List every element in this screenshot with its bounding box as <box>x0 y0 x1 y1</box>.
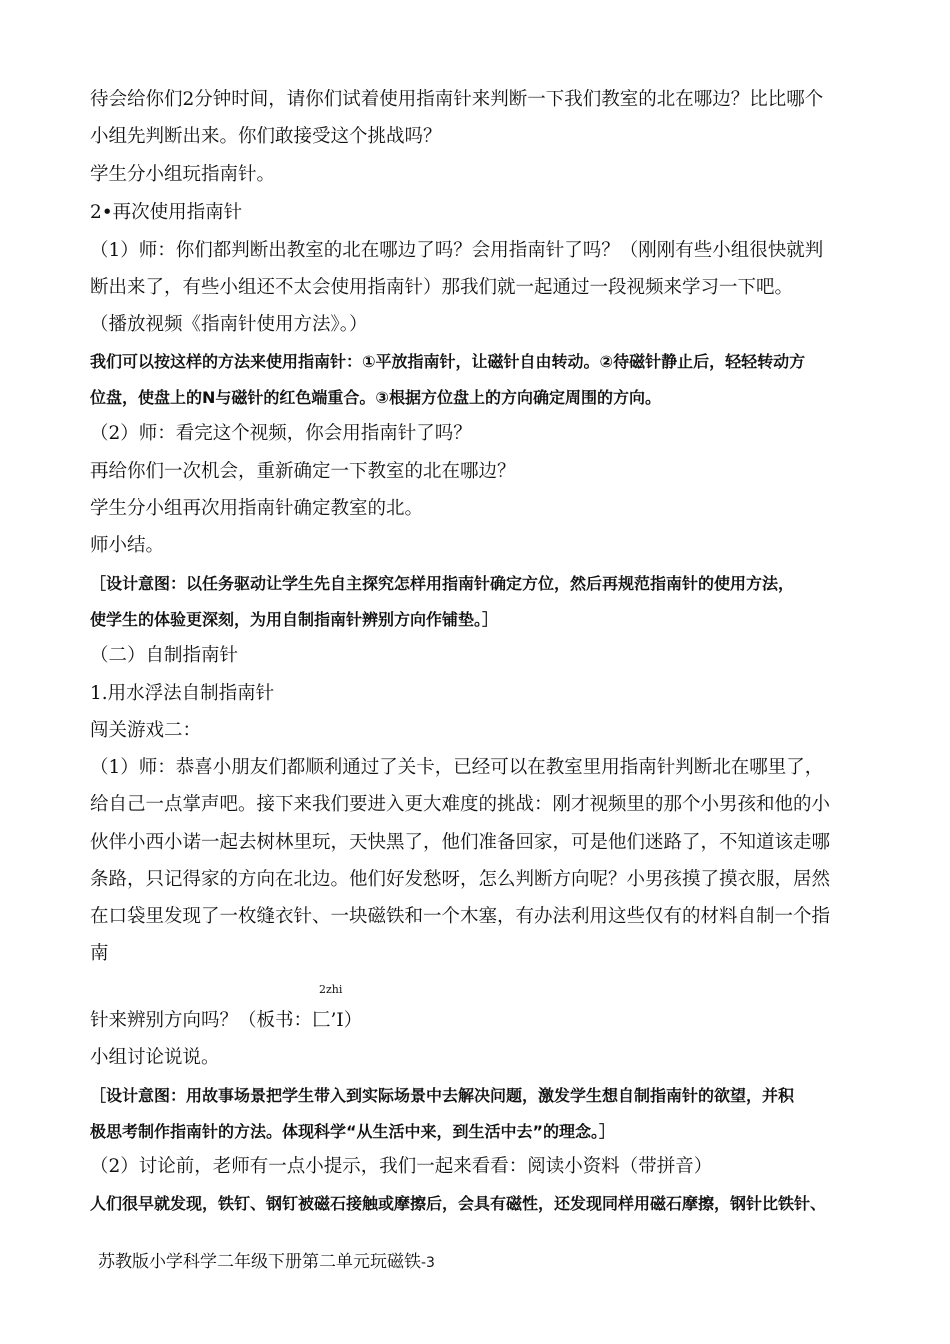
bold-paragraph-line: 人们很早就发现，铁钉、钢钉被磁石接触或摩擦后，会具有磁性，还发现同样用磁石摩擦，钢针比铁针、 <box>90 1194 827 1213</box>
paragraph-line: （2）师：看完这个视频，你会用指南针了吗？ <box>90 423 472 444</box>
section-heading: 2•再次使用指南针 <box>90 202 243 223</box>
bold-paragraph-line: 位盘，使盘上的N与磁针的红色端重合。③根据方位盘上的方向确定周围的方向。 <box>90 388 661 407</box>
paragraph-line: 条路，只记得家的方向在北边。他们好发愁呀，怎么判断方向呢？小男孩摸了摸衣服，居然 <box>90 869 831 890</box>
paragraph-line: （播放视频《指南针使用方法》。） <box>90 314 368 335</box>
page-number: -3 <box>421 1255 435 1271</box>
paragraph-line: 小组讨论说说。 <box>90 1047 220 1068</box>
bold-paragraph-line: 我们可以按这样的方法来使用指南针：①平放指南针，让磁针自由转动。②待磁针静止后，轻轻转动方 <box>90 352 806 371</box>
paragraph-line: 在口袋里发现了一枚缝衣针、一块磁铁和一个木塞，有办法利用这些仅有的材料自制一个指 <box>90 906 831 927</box>
paragraph-line: （2）讨论前，老师有一点小提示，我们一起来看看：阅读小资料（带拼音） <box>90 1156 713 1177</box>
paragraph-line: 南 <box>90 943 109 964</box>
paragraph-line: （1）师：恭喜小朋友们都顺利通过了关卡，已经可以在教室里用指南针判断北在哪里了， <box>90 757 824 778</box>
subsection-heading: 1.用水浮法自制指南针 <box>90 683 275 704</box>
design-intent-line: 使学生的体验更深刻，为用自制指南针辨别方向作铺垫。］ <box>90 610 499 629</box>
paragraph-line: 闯关游戏二： <box>90 720 202 741</box>
footer-title: 苏教版小学科学二年级下册第二单元玩磁铁 <box>98 1252 421 1272</box>
paragraph-line: 小组先判断出来。你们敢接受这个挑战吗？ <box>90 126 442 147</box>
paragraph-line: 伙伴小西小诺一起去树林里玩，天快黑了，他们准备回家，可是他们迷路了，不知道该走哪 <box>90 832 831 853</box>
paragraph-line: 待会给你们2分钟时间，请你们试着使用指南针来判断一下我们教室的北在哪边？比比哪个 <box>90 89 824 110</box>
design-intent-line: 极思考制作指南针的方法。体现科学“从生活中来，到生活中去”的理念。］ <box>90 1122 616 1141</box>
paragraph-line: 再给你们一次机会，重新确定一下教室的北在哪边？ <box>90 461 516 482</box>
paragraph-line: 师小结。 <box>90 535 165 556</box>
page-footer <box>98 1250 435 1275</box>
design-intent-line: ［设计意图：用故事场景把学生带入到实际场景中去解决问题，激发学生想自制指南针的欲望，并积 <box>90 1086 795 1105</box>
section-heading: （二）自制指南针 <box>90 645 239 666</box>
paragraph-line: （1）师：你们都判断出教室的北在哪边了吗？会用指南针了吗？（刚刚有些小组很快就判 <box>90 240 824 261</box>
pinyin-annotation: 2zhi <box>319 983 343 996</box>
paragraph-line: 给自己一点掌声吧。接下来我们要进入更大难度的挑战：刚才视频里的那个小男孩和他的小 <box>90 794 831 815</box>
paragraph-line: 学生分小组再次用指南针确定教室的北。 <box>90 498 424 519</box>
paragraph-line: 针来辨别方向吗？（板书：匚’I） <box>90 1010 363 1031</box>
paragraph-line: 断出来了，有些小组还不太会使用指南针）那我们就一起通过一段视频来学习一下吧。 <box>90 277 794 298</box>
design-intent-line: ［设计意图：以任务驱动让学生先自主探究怎样用指南针确定方位，然后再规范指南针的使用方法， <box>90 574 795 593</box>
paragraph-line: 学生分小组玩指南针。 <box>90 164 276 185</box>
